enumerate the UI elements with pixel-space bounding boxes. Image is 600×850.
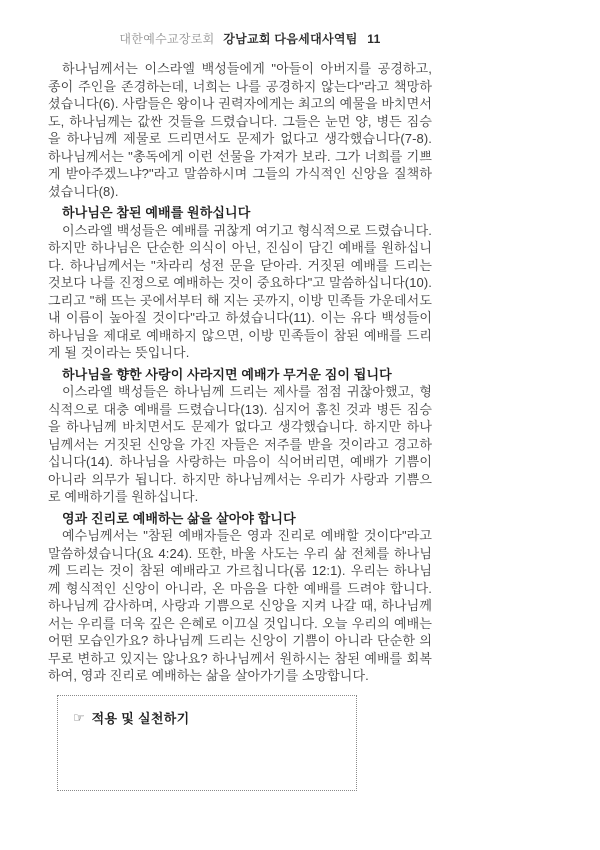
section-paragraph-true-worship: 이스라엘 백성들은 예배를 귀찮게 여기고 형식적으로 드렸습니다. 하지만 하나님은 단순한 의식이 아닌, 진심이 담긴 예배를 원하십니다. 하나님께서는 "차라리 성전 문을 닫아라. 거짓된 예배를 드리는 것보다 나를 진정으로 예배하는 것이 중요하다"고 말씀하십니다(10). 그리고 "해 뜨는 곳에서부터 해 지는 곳까지, 이방 민족들 가운데서도 내 이름이 높아질 것이다"라고 하셨습니다(11). 이는 유다 백성들이 하나님을 제대로 예배하지 않으면, 이방 민족들이 참된 예배를 드리게 될 것이라는 뜻입니다. xyxy=(48,222,432,360)
page-number: 11 xyxy=(367,32,381,46)
application-box-title: 적용 및 실천하기 xyxy=(91,710,190,726)
section-paragraph-spirit-truth: 예수님께서는 "참된 예배자들은 영과 진리로 예배할 것이다"라고 말씀하셨습니다(요 4:24). 또한, 바울 사도는 우리 삶 전체를 하나님께 드리는 것이 참된 예배라고 가르칩니다(롬 12:1). 우리는 하나님께 형식적인 신앙이 아니라, 온 마음을 다한 예배를 드려야 합니다. 하나님께 감사하며, 사랑과 기쁨으로 신앙을 지켜 나갈 때, 하나님께서는 우리를 더욱 깊은 은혜로 이끄실 것입니다. 오늘 우리의 예배는 어떤 모습인가요? 하나님께 드리는 신앙이 기쁨이 아니라 단순한 의무로 변하고 있지는 않나요? 하나님께서 원하시는 참된 예배를 회복하여, 영과 진리로 예배하는 삶을 살아가기를 소망합니다. xyxy=(48,528,432,683)
section-paragraph-worship-burden: 이스라엘 백성들은 하나님께 드리는 제사를 점점 귀찮아했고, 형식적으로 대충 예배를 드렸습니다(13). 심지어 훔친 것과 병든 짐승을 하나님께 바치면서도 문제가 없다고 생각했습니다. 하지만 하나님께서는 거짓된 신앙을 가진 자들은 저주를 받을 것이라고 경고하십니다(14). 하나님을 사랑하는 마음이 식어버리면, 예배가 기쁨이 아니라 의무가 됩니다. 하지만 하나님께서는 우리가 사랑과 기쁨으로 예배하기를 원하십니다. xyxy=(48,384,432,504)
page-header xyxy=(48,30,432,47)
church-team-label: 강남교회 다음세대사역팀 xyxy=(223,32,358,46)
application-box xyxy=(57,695,357,791)
section-heading-true-worship: 하나님은 참된 예배를 원하십니다 xyxy=(62,205,251,220)
application-box-header xyxy=(73,708,356,727)
content-column xyxy=(48,30,432,791)
pointing-hand-icon: ☞ xyxy=(73,709,85,725)
section-heading-spirit-truth: 영과 진리로 예배하는 삶을 살아야 합니다 xyxy=(62,510,296,526)
denomination-label: 대한예수교장로회 xyxy=(119,32,215,46)
intro-paragraph: 하나님께서는 이스라엘 백성들에게 "아들이 아버지를 공경하고, 종이 주인을 존경하는데, 너희는 나를 공경하지 않는다"라고 책망하셨습니다(6). 사람들은 왕이나 권력자에게는 최고의 예물을 바치면서도, 하나님께는 값싼 것들을 드렸습니다. 그들은 눈먼 양, 병든 짐승을 하나님께 제물로 드리면서도 문제가 없다고 생각했습니다(7-8). 하나님께서는 "총독에게 이런 선물을 가져가 보라. 그가 너희를 기쁘게 받아주겠느냐?"라고 말씀하시며 그들의 가식적인 신앙을 질책하셨습니다(8). xyxy=(48,61,432,199)
section-heading-worship-burden: 하나님을 향한 사랑이 사라지면 예배가 무거운 짐이 됩니다 xyxy=(62,366,392,382)
